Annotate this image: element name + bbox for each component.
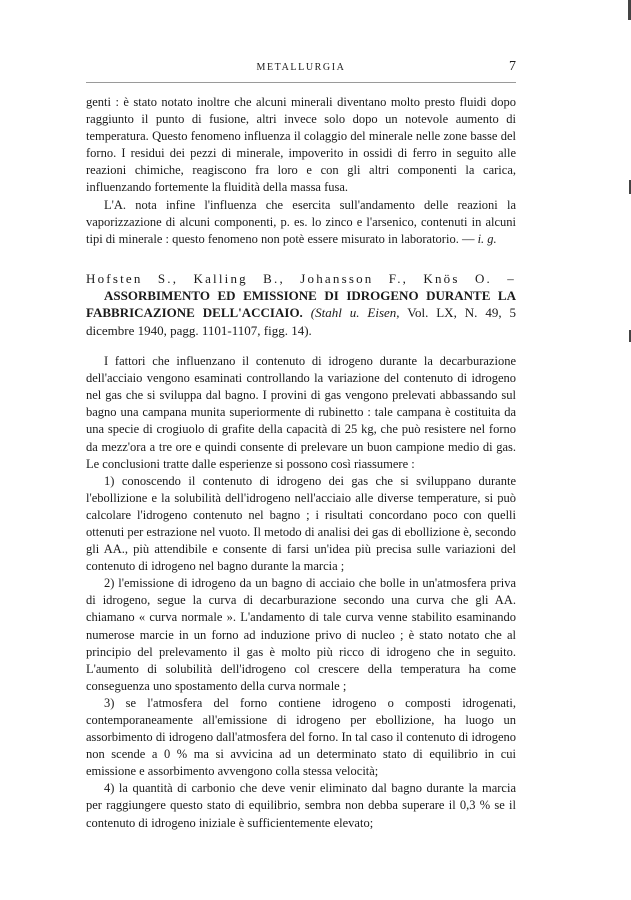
- conclusion-point-3: 3) se l'atmosfera del forno contiene idrogeno o composti idrogenati, contemporaneamente all'emissione di idrogeno per ebollizione, ha luogo un assorbimento di idrogeno dall'atmosfera del forno. In tal caso il contenuto di idrogeno non scende a 0 % ma si avvicina ad un determinato stato di equilibrio in cui emissione e assorbimento avvengono colla stessa velocità;: [86, 695, 516, 779]
- article-authors: Hofsten S., Kalling B., Johansson F., Knös O. –: [86, 270, 516, 286]
- article-intro-paragraph: I fattori che influenzano il contenuto di idrogeno durante la decarburazione dell'acciaio vengono esaminati controllando la variazione del contenuto di idrogeno nel gas che si sviluppa dal bagno. I provini di gas vengono prelevati abbassando sul bagno una campana munita superiormente di rubinetto : tale campana è costituita da una specie di crogiuolo di grafite della capacità di 25 kg, che può resistere nel forno da mezz'ora a tre ore e quindi consente di prelevare un buon campione medio di gas. Le conclusioni tratte dalle esperienze si possono così riassumere :: [86, 354, 516, 471]
- intro-paragraph-continued: genti : è stato notato inoltre che alcuni minerali diventano molto presto fluidi dopo raggiunto il punto di fusione, altri invece solo dopo un notevole aumento di temperatura. Questo fenomeno influenza il colaggio del minerale nelle zone basse del forno. I residui dei pezzi di minerale, impoverito in ossidi di ferro in seguito alle reazioni chimiche, reagiscono fra loro e con gli altri componenti la carica, influenzando fortemente la fluidità della massa fusa.: [86, 95, 516, 195]
- intro-paragraph-final-text: L'A. nota infine l'influenza che esercita sull'andamento delle reazioni la vaporizzazione di alcuni componenti, p. es. lo zinco e l'arsenico, contenuti in alcuni tipi di minerale : questo fenomeno non potè essere misurato in laboratorio. —: [86, 197, 516, 246]
- journal-name: (Stahl u. Eisen,: [310, 305, 400, 321]
- journal-source: Vol. LX, N. 49, 5 dicembre 1940, pagg. 1101-1107, figg. 14).: [86, 305, 516, 338]
- citation-spacer: [86, 339, 516, 353]
- section-spacer: [86, 248, 516, 270]
- page-body: [86, 94, 516, 832]
- article-title: ASSORBIMENTO ED EMISSIONE DI IDROGENO DURANTE LA FABBRICAZIONE DELL'ACCIAIO.: [86, 288, 516, 321]
- article-citation: [86, 270, 516, 339]
- conclusion-point-2: 2) l'emissione di idrogeno da un bagno di acciaio che bolle in un'atmosfera priva di idrogeno, segue la curva di decarburazione secondo una curva che gli AA. chiamano « curva normale ». L'andamento di tale curva venne stabilito esaminando numerose marcie in un forno ad induzione privo di nucleo ; è stato notato che al principio del prelevamento il gas è molto più ricco di idrogeno che in seguito. L'aumento di solubilità dell'idrogeno col crescere della temperatura ha come conseguenza uno spostamento della curva normale ;: [86, 576, 516, 693]
- page-number: 7: [509, 59, 516, 74]
- article-citation-body: [86, 288, 516, 338]
- conclusion-point-4: 4) la quantità di carbonio che deve venir eliminato dal bagno durante la marcia per raggiungere questo stato di equilibrio, sembra non debba superare il 0,3 % se il contenuto di idrogeno iniziale è sufficientemente elevato;: [86, 781, 516, 830]
- conclusion-point-1: 1) conoscendo il contenuto di idrogeno dei gas che si sviluppano durante l'ebollizione e la solubilità dell'idrogeno nell'acciaio alle diverse temperature, si può calcolare l'idrogeno contenuto nel bagno ; i risultati concordano poco con quelli ottenuti per estrazione nel vuoto. Il metodo di analisi dei gas di ebollizione è, secondo gli AA., più attendibile e consente di farsi un'idea più precisa sulle variazioni del contenuto di idrogeno nel bagno durante la marcia ;: [86, 473, 516, 574]
- page-header: [86, 60, 516, 80]
- running-title: METALLURGIA: [256, 62, 346, 73]
- header-rule: [86, 82, 516, 83]
- reviewer-signature: i. g.: [477, 231, 497, 246]
- intro-paragraph-final: [86, 197, 516, 248]
